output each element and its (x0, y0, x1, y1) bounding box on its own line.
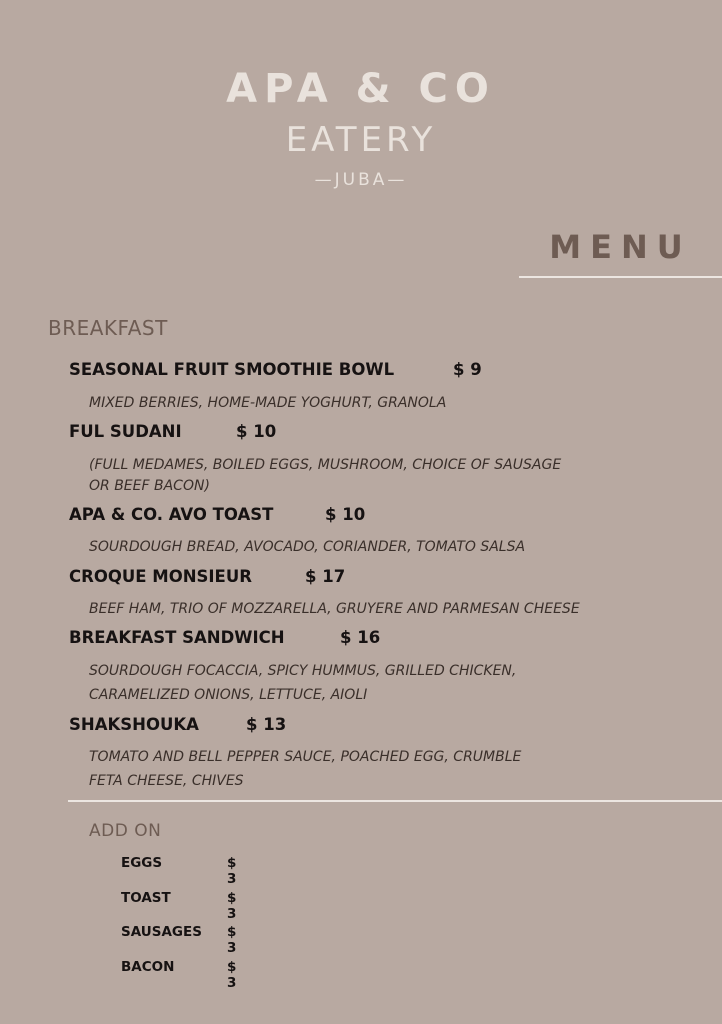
addon-name: BACON (121, 959, 175, 975)
item-description: (FULL MEDAMES, BOILED EGGS, MUSHROOM, CHOICE OF SAUSAGE (89, 457, 562, 473)
addon-title: ADD ON (89, 821, 162, 841)
addon-item-eggs (121, 855, 237, 887)
item-description: TOMATO AND BELL PEPPER SAUCE, POACHED EGG, CRUMBLE (89, 749, 522, 765)
addon-name: SAUSAGES (121, 924, 202, 940)
item-description: FETA CHEESE, CHIVES (89, 773, 244, 789)
item-name: CROQUE MONSIEUR (69, 567, 252, 586)
section-divider (68, 800, 722, 802)
item-price: $ 16 (340, 628, 381, 647)
menu-item-croque-monsieur (69, 567, 346, 586)
menu-item-ful-sudani (69, 422, 277, 441)
item-price: $ 9 (453, 360, 482, 379)
item-name: APA & CO. AVO TOAST (69, 505, 274, 524)
item-description: SOURDOUGH FOCACCIA, SPICY HUMMUS, GRILLED CHICKEN, (89, 663, 517, 679)
menu-item-breakfast-sandwich (69, 628, 381, 647)
menu-heading: MENU (549, 228, 692, 266)
item-name: FUL SUDANI (69, 422, 182, 441)
item-description: SOURDOUGH BREAD, AVOCADO, CORIANDER, TOMATO SALSA (89, 539, 526, 555)
item-description: OR BEEF BACON) (89, 478, 210, 494)
addon-name: TOAST (121, 890, 171, 906)
menu-item-shakshouka (69, 715, 287, 734)
item-description: BEEF HAM, TRIO OF MOZZARELLA, GRUYERE AND PARMESAN CHEESE (89, 601, 580, 617)
brand-location: —JUBA— (314, 170, 408, 190)
brand-subtitle: EATERY (285, 120, 437, 160)
item-name: BREAKFAST SANDWICH (69, 628, 285, 647)
brand-name: APA & CO (226, 66, 496, 112)
item-price: $ 13 (246, 715, 287, 734)
menu-divider (519, 276, 722, 278)
addon-name: EGGS (121, 855, 163, 871)
item-description: CARAMELIZED ONIONS, LETTUCE, AIOLI (89, 687, 368, 703)
section-title: BREAKFAST (48, 316, 168, 340)
menu-item-smoothie-bowl (69, 360, 482, 379)
item-price: $ 10 (236, 422, 277, 441)
item-price: $ 17 (305, 567, 346, 586)
addon-price: $ 3 (227, 890, 237, 922)
item-name: SEASONAL FRUIT SMOOTHIE BOWL (69, 360, 395, 379)
item-description: MIXED BERRIES, HOME-MADE YOGHURT, GRANOLA (89, 395, 447, 411)
menu-item-avo-toast (69, 505, 366, 524)
addon-item-toast (121, 890, 237, 922)
addon-price: $ 3 (227, 959, 237, 991)
addon-item-bacon (121, 959, 237, 991)
item-name: SHAKSHOUKA (69, 715, 199, 734)
addon-price: $ 3 (227, 924, 237, 956)
item-price: $ 10 (325, 505, 366, 524)
addon-price: $ 3 (227, 855, 237, 887)
addon-item-sausages (121, 924, 237, 956)
